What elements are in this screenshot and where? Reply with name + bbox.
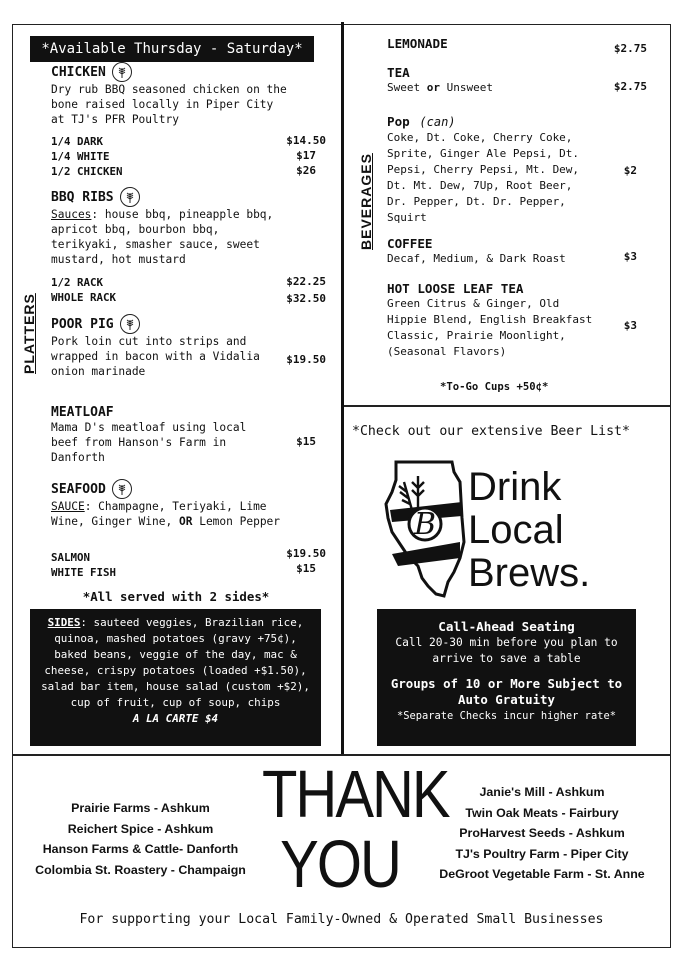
- to-go-cups-note: *To-Go Cups +50¢*: [440, 381, 549, 393]
- chicken-description: Dry rub BBQ seasoned chicken on the bone raised locally in Piper City at TJ's PFR Poultry: [51, 83, 287, 126]
- local-wheat-icon: [112, 479, 132, 499]
- logo-line-1: Drink: [468, 465, 562, 509]
- pop-title: Pop: [387, 114, 410, 129]
- seafood-description: [51, 499, 281, 529]
- pop-price: $2: [623, 164, 637, 177]
- loose-leaf-tea-item: [387, 281, 595, 360]
- list-item: Prairie Farms - Ashkum: [71, 801, 210, 815]
- coffee-item: [387, 236, 587, 267]
- sauce-label: SAUCE: [51, 500, 85, 513]
- sauces-list: : house bbq, pineapple bbq, apricot bbq, bourbon bbq, terikyaki, smasher sauce, sweet mustard, hot mustard: [51, 208, 274, 266]
- coffee-price: $3: [623, 250, 637, 263]
- poor-pig-title: POOR PIG: [51, 316, 114, 332]
- bbq-ribs-item: [51, 187, 291, 267]
- pop-description: Coke, Dt. Coke, Cherry Coke, Sprite, Ginger Ale Pepsi, Dt. Pepsi, Cherry Pepsi, Mt. Dew, Dt. Mt. Dew, 7Up, Root Beer, Dr. Pepper, Dt. Dr. Pepper, Squirt: [387, 131, 580, 224]
- menu-row-price: $32.50: [286, 292, 326, 305]
- list-item: ProHarvest Seeds - Ashkum: [459, 826, 625, 841]
- beverages-section-label: BEVERAGES: [358, 153, 374, 250]
- poor-pig-price: $19.50: [286, 353, 326, 366]
- all-served-note: *All served with 2 sides*: [82, 589, 270, 604]
- footer-note: For supporting your Local Family-Owned & Operated Small Businesses: [79, 912, 604, 927]
- menu-row-price: $19.50: [286, 547, 326, 560]
- logo-line-3: Brews.: [468, 551, 591, 595]
- list-item: Reichert Spice - Ashkum: [67, 821, 214, 836]
- thanks-list-right: [422, 782, 662, 885]
- loose-leaf-tea-title: HOT LOOSE LEAF TEA: [387, 281, 524, 296]
- meatloaf-description: Mama D's meatloaf using local beef from Hanson's Farm in Danforth: [51, 421, 247, 464]
- local-wheat-icon: [112, 62, 132, 82]
- menu-row-label: 1/4 WHITE: [51, 150, 110, 163]
- seafood-title: SEAFOOD: [51, 481, 106, 497]
- thanks-list-left: [18, 798, 263, 880]
- menu-row-price: $15: [296, 562, 316, 575]
- seating-info-box: [377, 609, 636, 746]
- menu-row-label: WHOLE RACK: [51, 291, 117, 304]
- bbq-ribs-title: BBQ RIBS: [51, 189, 114, 205]
- list-item: Colombia St. Roastery - Champaign: [35, 862, 246, 877]
- illinois-map-logo-icon: [382, 458, 468, 604]
- menu-row-price: $26: [296, 164, 316, 177]
- thank-you-line-2: YOU: [280, 827, 400, 902]
- tea-option-b: Unsweet: [440, 81, 493, 94]
- menu-row-label: 1/4 DARK: [51, 135, 104, 148]
- menu-row-price: $17: [296, 149, 316, 162]
- chicken-title: CHICKEN: [51, 64, 106, 80]
- beer-list-note: *Check out our extensive Beer List*: [352, 424, 630, 439]
- seafood-item: [51, 479, 281, 529]
- tea-item: [387, 65, 587, 96]
- list-item: DeGroot Vegetable Farm - St. Anne: [439, 867, 645, 882]
- tea-option-a: Sweet: [387, 81, 427, 94]
- loose-leaf-tea-description: Green Citrus & Ginger, Old Hippie Blend, English Breakfast Classic, Prairie Moonlight, (Seasonal Flavors): [387, 297, 593, 358]
- tea-price: $2.75: [613, 80, 647, 93]
- poor-pig-description: Pork loin cut into strips and wrapped in bacon with a Vidalia onion marinade: [51, 335, 260, 378]
- tea-description: [387, 80, 587, 96]
- local-wheat-icon: [120, 314, 140, 334]
- menu-row-label: WHITE FISH: [51, 566, 117, 579]
- bbq-ribs-description: [51, 207, 291, 267]
- sides-box: [30, 609, 321, 746]
- sauce-list: : Champagne, Teriyaki, Lime Wine, Ginger Wine,: [51, 500, 267, 528]
- beverage-divider: [344, 405, 671, 407]
- pop-subtitle: (can): [419, 115, 456, 129]
- list-item: Hanson Farms & Cattle- Danforth: [42, 842, 239, 857]
- sauce-list-end: Lemon Pepper: [192, 515, 281, 528]
- availability-banner: *Available Thursday - Saturday*: [30, 36, 314, 62]
- list-item: Twin Oak Meats - Fairbury: [465, 805, 619, 820]
- or-text: OR: [178, 515, 193, 528]
- column-divider: [341, 22, 344, 755]
- logo-line-2: Local: [468, 508, 564, 552]
- menu-row-label: SALMON: [51, 551, 91, 564]
- poor-pig-item: [51, 314, 273, 379]
- separate-checks-note: *Separate Checks incur higher rate*: [397, 710, 616, 722]
- lemonade-price: $2.75: [613, 42, 647, 55]
- coffee-description: Decaf, Medium, & Dark Roast: [387, 252, 566, 265]
- menu-row-price: $14.50: [286, 134, 326, 147]
- sauces-label: Sauces: [51, 208, 92, 221]
- local-wheat-icon: [120, 187, 140, 207]
- list-item: Janie's Mill - Ashkum: [479, 785, 605, 799]
- coffee-title: COFFEE: [387, 236, 433, 251]
- menu-row-label: 1/2 CHICKEN: [51, 165, 123, 178]
- chicken-item: [51, 62, 291, 127]
- platters-section-label: PLATTERS: [21, 293, 37, 374]
- thank-you-heading: [262, 757, 449, 902]
- menu-row-price: $22.25: [286, 275, 326, 288]
- meatloaf-item: [51, 405, 273, 465]
- thank-you-line-1: THANK: [262, 757, 449, 832]
- svg-text:B: B: [413, 507, 437, 542]
- or-text: or: [426, 81, 440, 94]
- list-item: TJ's Poultry Farm - Piper City: [455, 846, 629, 861]
- thanks-divider: [12, 754, 671, 756]
- tea-title: TEA: [387, 65, 410, 80]
- a-la-carte-price: A LA CARTE $4: [132, 712, 219, 725]
- pop-item: [387, 111, 587, 226]
- menu-row-label: 1/2 RACK: [51, 276, 104, 289]
- lemonade-title: LEMONADE: [387, 36, 448, 51]
- call-ahead-text: Call 20-30 min before you plan to arrive to save a table: [395, 636, 618, 665]
- meatloaf-price: $15: [296, 435, 316, 448]
- meatloaf-title: MEATLOAF: [51, 405, 114, 420]
- loose-leaf-tea-price: $3: [623, 319, 637, 332]
- sides-list: : sauteed veggies, Brazilian rice, quinoa, mashed potatoes (gravy +75¢), baked beans, veggie of the day, mac & cheese, crispy potatoes (loaded +$1.50), salad bar item, house salad (custom +$2), cup of fruit, cup of soup, chips: [41, 616, 310, 709]
- call-ahead-heading: Call-Ahead Seating: [438, 619, 575, 634]
- gratuity-heading: Groups of 10 or More Subject to Auto Gratuity: [390, 676, 623, 707]
- sides-label: SIDES: [47, 616, 81, 629]
